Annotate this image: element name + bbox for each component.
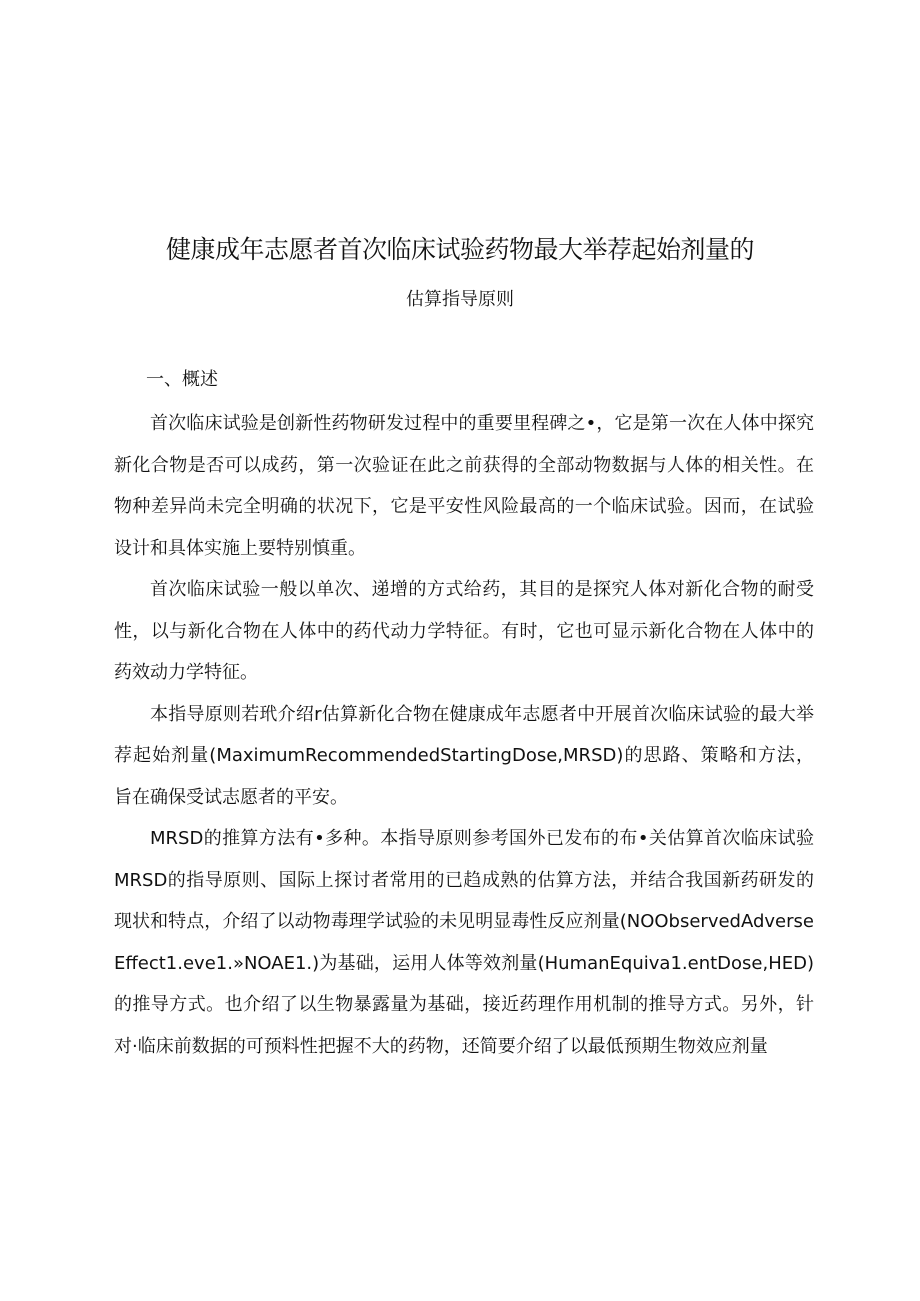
paragraph: 首次临床试验是创新性药物研发过程中的重要里程碑之•，它是第一次在人体中探究新化合物是否可以成药，第一次验证在此之前获得的全部动物数据与人体的相关性。在物种差异尚未完全明确的状况下，它是平安性风险最高的一个临床试验。因而，在试验设计和具体实施上要特别慎重。 xyxy=(114,413,814,559)
paragraph: 本指导原则若玳介绍r估算新化合物在健康成年志愿者中开展首次临床试验的最大举荐起始剂量(MaximumRecommendedStartingDose,MRSD)的思路、策略和方法，旨在确保受试志愿者的平安。 xyxy=(114,703,814,808)
document-body xyxy=(114,403,814,1067)
paragraph: MRSD的推算方法有•多种。本指导原则参考国外已发布的布•关估算首次临床试验MRSD的指导原则、国际上探讨者常用的已趋成熟的估算方法，并结合我国新药研发的现状和特点，介绍了以动物毒理学试验的未见明显毒性反应剂量(NOObservedAdverseEffect1.eve1.»NOAE1.)为基础，运用人体等效剂量(HumanEquiva1.entDose,HED)的推导方式。也介绍了以生物暴露量为基础，接近药理作用机制的推导方式。另外，针对·临床前数据的可预料性把握不大的药物，还简要介绍了以最低预期生物效应剂量 xyxy=(114,828,814,1057)
document-subtitle: 估算指导原则 xyxy=(406,289,514,310)
paragraph: 首次临床试验一般以单次、递增的方式给药，其目的是探究人体对新化合物的耐受性，以与新化合物在人体中的药代动力学特征。有时，它也可显示新化合物在人体中的药效动力学特征。 xyxy=(114,579,814,683)
document-title: 健康成年志愿者首次临床试验药物最大举荐起始剂量的 xyxy=(165,235,754,264)
section-heading-overview: 一、概述 xyxy=(146,369,218,390)
